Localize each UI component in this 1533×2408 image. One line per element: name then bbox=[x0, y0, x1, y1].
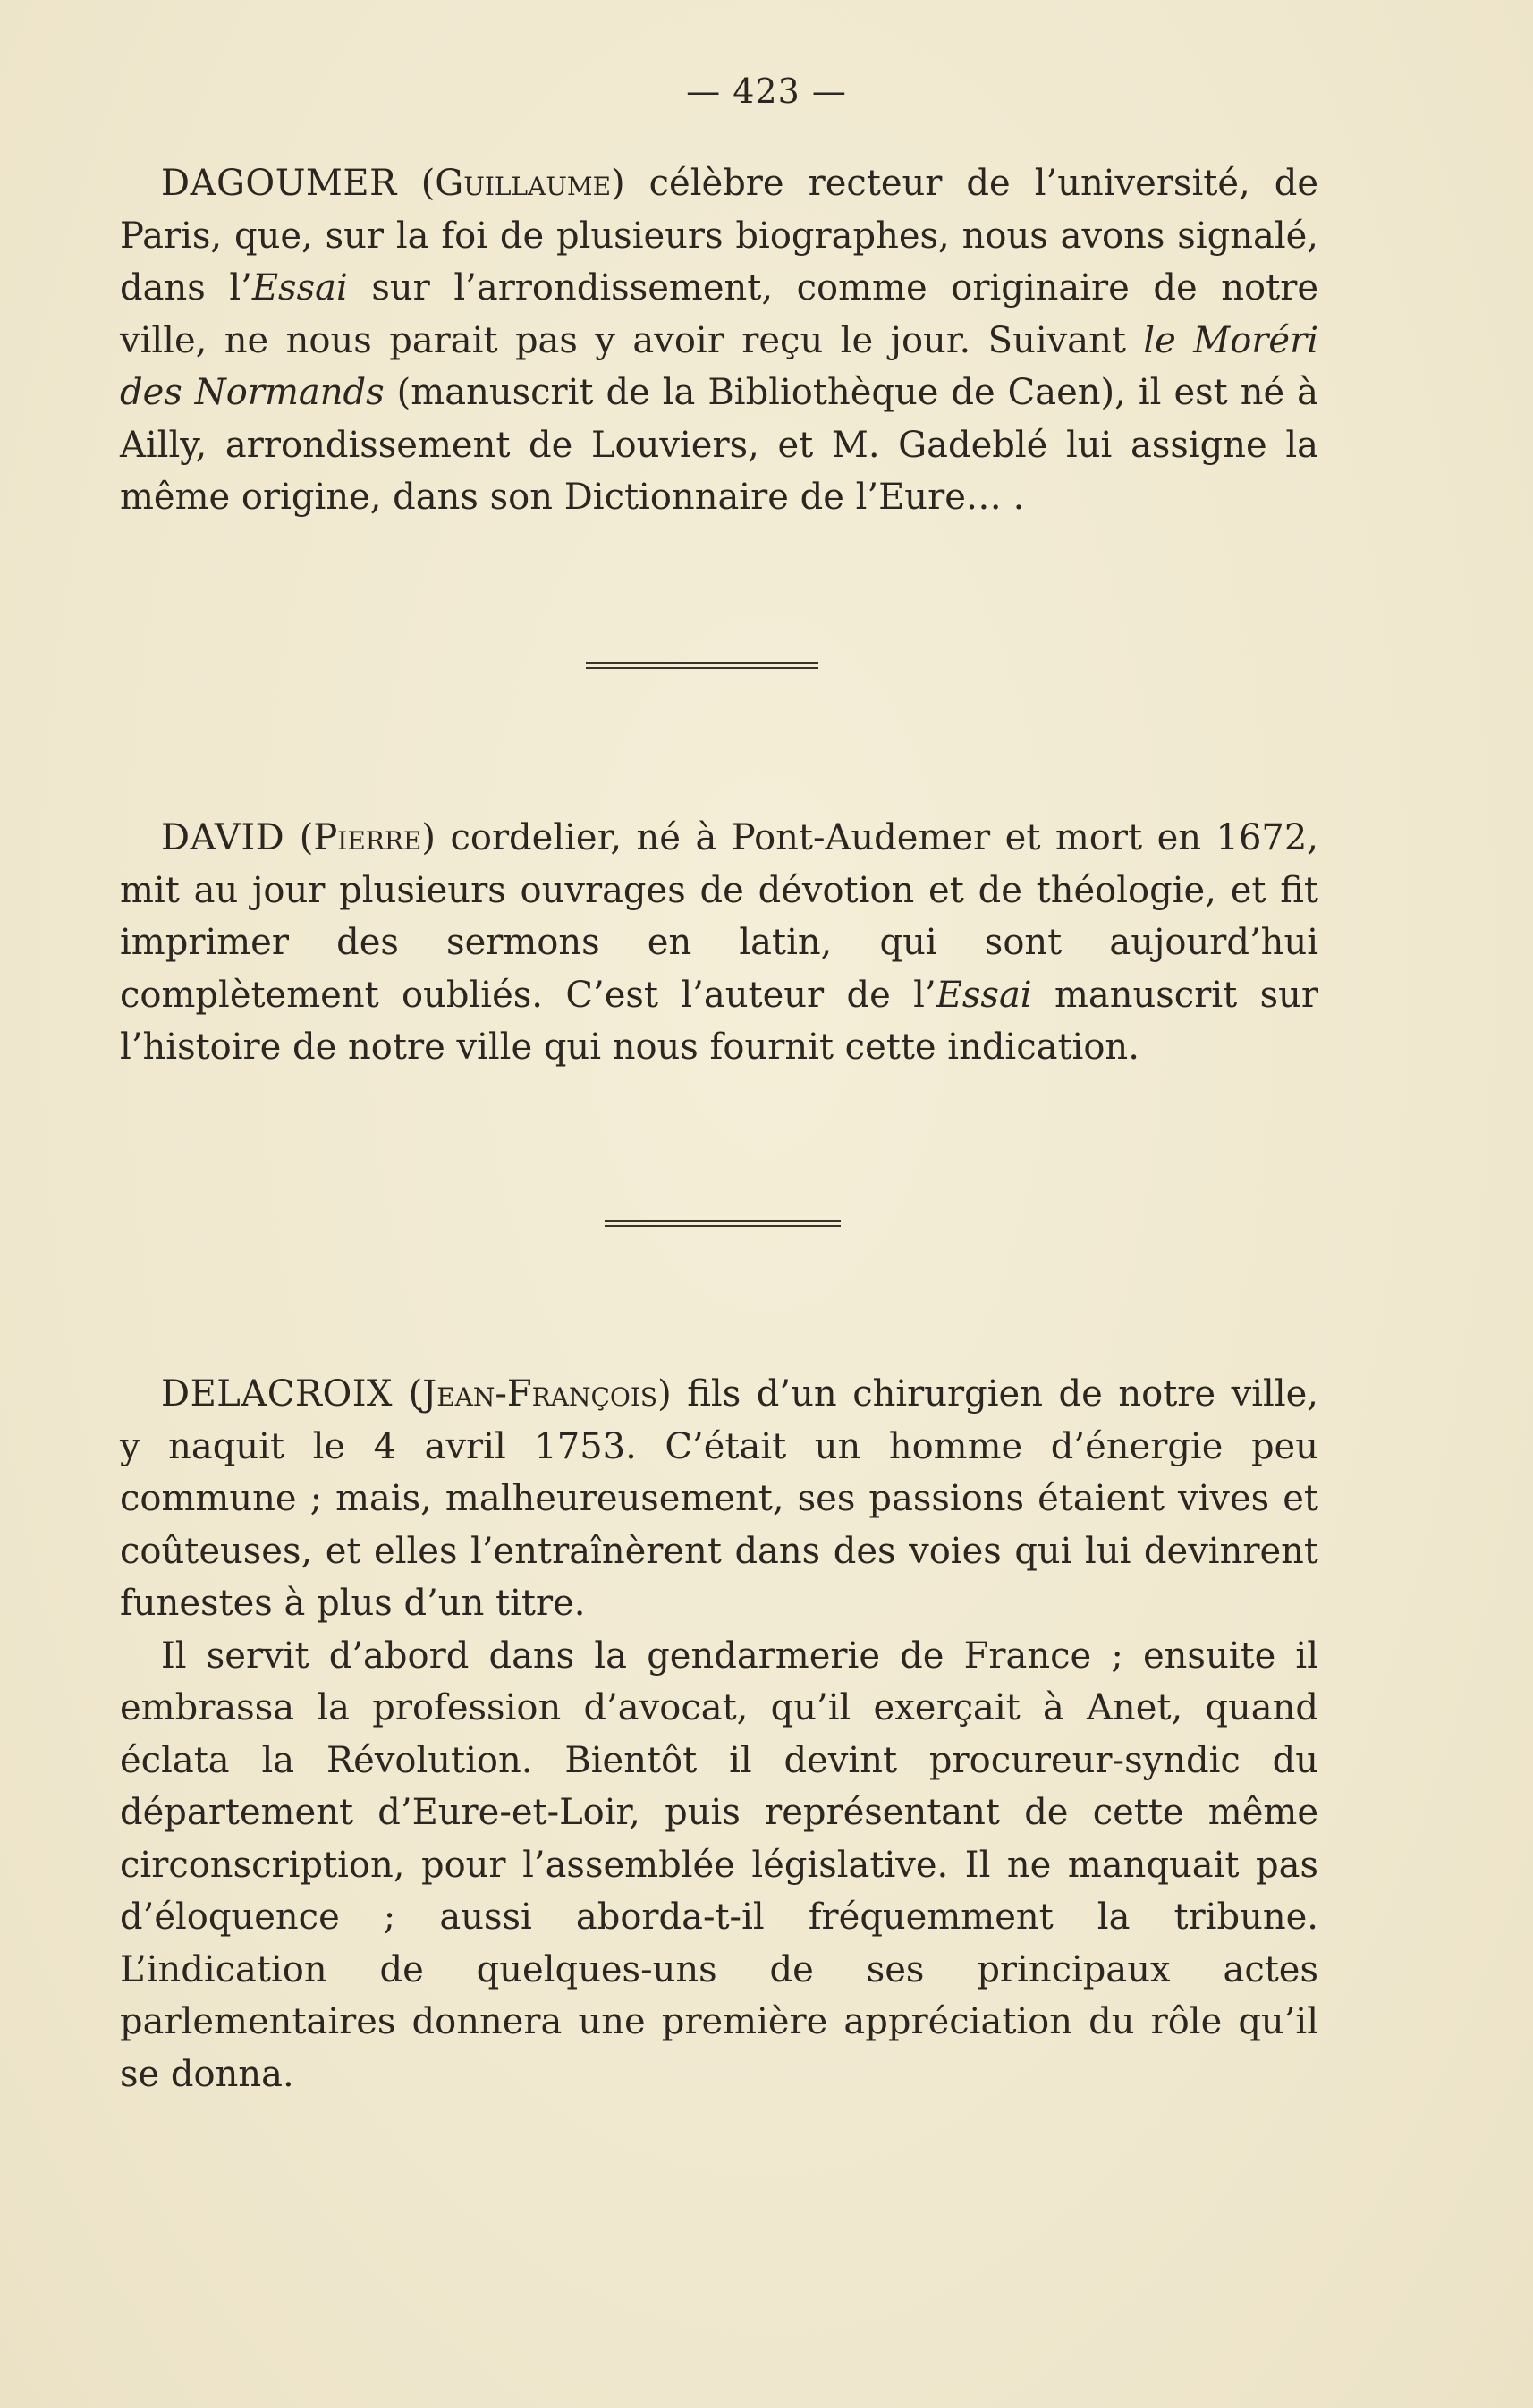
entry-delacroix-text-1: fils d’un chirurgien de notre ville, y naquit le 4 avril 1753. C’était un homme d’énergie peu commune ; mais, malheureusement, ses passions étaient vives et coûteuses, et elles l’entraînèrent dans des voies qui lui devinrent funestes à plus d’un titre. bbox=[120, 1373, 1319, 1624]
section-divider bbox=[605, 1220, 841, 1228]
divider-thin-line bbox=[605, 1225, 841, 1227]
entry-david-name: DAVID bbox=[161, 817, 285, 858]
entry-dagoumer-name: DAGOUMER bbox=[161, 163, 397, 204]
entry-dagoumer-text-3: (manuscrit de la Bibliothèque de Caen), il est né à Ailly, arrondissement de Louviers, et M. Gadeblé lui assigne la même origine, dans son Dictionnaire de l’Eure… . bbox=[120, 372, 1318, 518]
divider-thick-line bbox=[605, 1220, 841, 1222]
entry-david-italic-1: Essai bbox=[936, 974, 1032, 1016]
entry-delacroix bbox=[120, 1368, 1318, 2100]
entry-delacroix-paragraph-1 bbox=[120, 1368, 1318, 1630]
entry-david-text-2: manuscrit sur l’histoire de notre ville qui nous fournit cette indication. bbox=[120, 974, 1318, 1068]
page-number: — 423 — bbox=[686, 72, 847, 111]
entry-dagoumer-italic-1: Essai bbox=[251, 267, 348, 308]
divider-thick-line bbox=[586, 662, 818, 664]
entry-delacroix-forename: (Jean-François) bbox=[408, 1373, 672, 1415]
entry-david-paragraph bbox=[120, 812, 1318, 1074]
entry-dagoumer-paragraph bbox=[120, 157, 1318, 524]
divider-thin-line bbox=[586, 667, 818, 669]
entry-delacroix-name: DELACROIX bbox=[161, 1373, 394, 1415]
entry-dagoumer-text-1: célèbre recteur de l’université, de Paris, que, sur la foi de plusieurs biographes, nous avons signalé, dans l’ bbox=[120, 163, 1318, 308]
entry-dagoumer-forename: (Guillaume) bbox=[420, 163, 625, 204]
entry-dagoumer-italic-2: le Moréri des Normands bbox=[120, 319, 1318, 413]
entry-delacroix-paragraph-2: Il servit d’abord dans la gendarmerie de France ; ensuite il embrassa la profession d’avocat, qu’il exerçait à Anet, quand éclata la Révolution. Bientôt il devint procureur-syndic du département d’Eure-et-Loir, puis représentant de cette même circonscription, pour l’assemblée législative. Il ne manquait pas d’éloquence ; aussi aborda-t-il fréquemment la tribune. L’indication de quelques-uns de ses principaux actes parlementaires donnera une première appréciation du rôle qu’il se donna. bbox=[120, 1635, 1318, 2095]
section-divider bbox=[586, 662, 818, 670]
entry-david bbox=[120, 812, 1318, 1074]
entry-david-forename: (Pierre) bbox=[299, 817, 436, 858]
entry-david-text-1: cordelier, né à Pont-Audemer et mort en 1672, mit au jour plusieurs ouvrages de dévotion et de théologie, et fit imprimer des sermons en latin, qui sont aujourd’hui complètement oubliés. C’est l’auteur de l’ bbox=[120, 817, 1319, 1016]
entry-dagoumer bbox=[120, 157, 1318, 524]
entry-dagoumer-text-2: sur l’arrondissement, comme originaire de notre ville, ne nous parait pas y avoir reçu le jour. Suivant bbox=[120, 267, 1318, 361]
